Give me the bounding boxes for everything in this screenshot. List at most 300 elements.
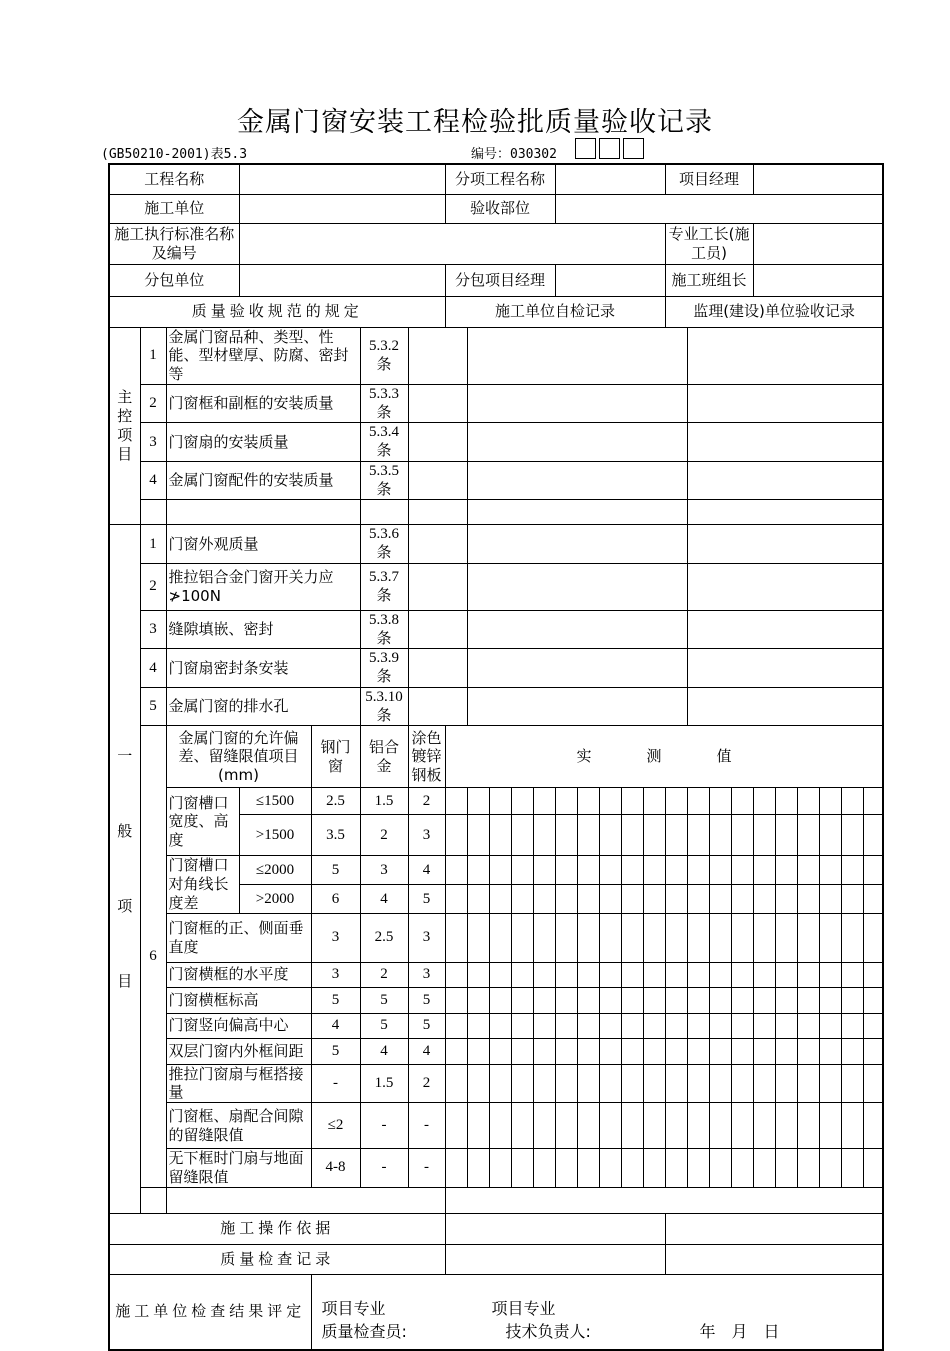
measured-value-cell[interactable]: [797, 815, 819, 856]
measured-value-cell[interactable]: [621, 1149, 643, 1188]
measured-value-cell[interactable]: [621, 987, 643, 1013]
measured-value-cell[interactable]: [863, 1038, 883, 1064]
self-check-cell[interactable]: [467, 525, 687, 564]
measured-value-cell[interactable]: [841, 987, 863, 1013]
measured-value-cell[interactable]: [511, 788, 533, 815]
input-sub-project-name[interactable]: [555, 164, 665, 194]
measured-value-cell[interactable]: [797, 885, 819, 913]
measured-value-cell[interactable]: [533, 987, 555, 1013]
measured-value-cell[interactable]: [489, 1038, 511, 1064]
measured-value-cell[interactable]: [445, 885, 467, 913]
measured-value-cell[interactable]: [731, 1149, 753, 1188]
measured-value-cell[interactable]: [533, 815, 555, 856]
supervision-cell[interactable]: [687, 423, 883, 462]
measured-value-cell[interactable]: [577, 885, 599, 913]
measured-value-cell[interactable]: [863, 962, 883, 987]
measured-value-cell[interactable]: [599, 1103, 621, 1149]
measured-value-cell[interactable]: [489, 987, 511, 1013]
measured-value-cell[interactable]: [753, 856, 775, 885]
measured-value-cell[interactable]: [819, 856, 841, 885]
measured-value-cell[interactable]: [445, 1038, 467, 1064]
measured-value-cell[interactable]: [621, 962, 643, 987]
measured-value-cell[interactable]: [731, 885, 753, 913]
measured-value-cell[interactable]: [621, 913, 643, 962]
measured-value-cell[interactable]: [841, 815, 863, 856]
measured-value-cell[interactable]: [467, 1149, 489, 1188]
measured-value-cell[interactable]: [467, 987, 489, 1013]
measured-value-cell[interactable]: [687, 885, 709, 913]
measured-value-cell[interactable]: [445, 962, 467, 987]
measured-value-cell[interactable]: [621, 1038, 643, 1064]
input-exec-standard[interactable]: [239, 223, 665, 264]
measured-value-cell[interactable]: [841, 913, 863, 962]
value-coated: 3: [408, 962, 445, 987]
measured-value-cell[interactable]: [467, 885, 489, 913]
measured-value-cell[interactable]: [775, 1103, 797, 1149]
supervision-cell[interactable]: [687, 649, 883, 688]
value-steel: 5: [311, 856, 360, 885]
spacer-cell: [408, 384, 467, 423]
measured-value-cell[interactable]: [687, 1038, 709, 1064]
measured-value-cell[interactable]: [775, 856, 797, 885]
measured-value-cell[interactable]: [819, 962, 841, 987]
measured-value-cell[interactable]: [577, 962, 599, 987]
measured-value-cell[interactable]: [775, 1064, 797, 1103]
measured-value-cell[interactable]: [599, 788, 621, 815]
measured-value-cell[interactable]: [775, 1149, 797, 1188]
measured-value-cell[interactable]: [489, 962, 511, 987]
measured-value-cell[interactable]: [863, 1064, 883, 1103]
measured-value-cell[interactable]: [775, 885, 797, 913]
measured-value-cell[interactable]: [841, 962, 863, 987]
measured-value-cell[interactable]: [489, 1064, 511, 1103]
measured-value-cell[interactable]: [819, 987, 841, 1013]
measured-value-cell[interactable]: [511, 987, 533, 1013]
measured-value-cell[interactable]: [863, 1149, 883, 1188]
measured-value-cell[interactable]: [709, 1013, 731, 1038]
measured-value-cell[interactable]: [621, 1103, 643, 1149]
measured-value-cell[interactable]: [665, 1149, 687, 1188]
measured-value-cell[interactable]: [599, 913, 621, 962]
measured-value-cell[interactable]: [665, 962, 687, 987]
measured-value-cell[interactable]: [819, 913, 841, 962]
measured-value-cell[interactable]: [643, 788, 665, 815]
measured-value-cell[interactable]: [687, 913, 709, 962]
measured-value-cell[interactable]: [687, 1064, 709, 1103]
measured-value-cell[interactable]: [533, 1103, 555, 1149]
measured-value-cell[interactable]: [731, 913, 753, 962]
measured-value-cell[interactable]: [797, 913, 819, 962]
supervision-cell[interactable]: [687, 384, 883, 423]
measured-value-cell[interactable]: [599, 856, 621, 885]
input-team-leader[interactable]: [753, 264, 883, 296]
measured-value-cell[interactable]: [863, 987, 883, 1013]
measured-value-cell[interactable]: [533, 788, 555, 815]
measured-value-cell[interactable]: [819, 885, 841, 913]
measured-value-cell[interactable]: [489, 1149, 511, 1188]
measured-value-cell[interactable]: [511, 1038, 533, 1064]
measured-value-cell[interactable]: [467, 815, 489, 856]
measured-value-cell[interactable]: [819, 1064, 841, 1103]
measured-value-cell[interactable]: [863, 815, 883, 856]
measured-value-cell[interactable]: [577, 1013, 599, 1038]
measured-value-cell[interactable]: [511, 815, 533, 856]
measured-value-cell[interactable]: [753, 1103, 775, 1149]
measured-value-cell[interactable]: [731, 856, 753, 885]
measured-value-cell[interactable]: [577, 788, 599, 815]
self-check-cell[interactable]: [467, 610, 687, 649]
measured-value-cell[interactable]: [599, 815, 621, 856]
measured-value-cell[interactable]: [775, 913, 797, 962]
self-check-cell[interactable]: [467, 687, 687, 726]
label-acceptance-part: 验收部位: [445, 194, 555, 223]
measured-value-cell[interactable]: [841, 856, 863, 885]
value-coated: -: [408, 1103, 445, 1149]
measured-value-cell[interactable]: [665, 1103, 687, 1149]
measured-value-cell[interactable]: [687, 1013, 709, 1038]
measured-value-cell[interactable]: [643, 815, 665, 856]
measured-value-cell[interactable]: [643, 1038, 665, 1064]
value-steel: 3: [311, 913, 360, 962]
measured-value-cell[interactable]: [797, 856, 819, 885]
measured-value-cell[interactable]: [445, 1064, 467, 1103]
measured-value-cell[interactable]: [687, 815, 709, 856]
measured-value-cell[interactable]: [797, 1103, 819, 1149]
record-supervision[interactable]: [665, 1244, 883, 1274]
measured-value-cell[interactable]: [841, 1013, 863, 1038]
measured-value-cell[interactable]: [643, 885, 665, 913]
input-construction-unit[interactable]: [239, 194, 445, 223]
measured-value-cell[interactable]: [467, 788, 489, 815]
measured-value-cell[interactable]: [643, 913, 665, 962]
measured-value-cell[interactable]: [819, 788, 841, 815]
self-check-cell[interactable]: [467, 500, 687, 525]
measured-value-cell[interactable]: [489, 1013, 511, 1038]
measured-value-cell[interactable]: [753, 1064, 775, 1103]
measured-value-cell[interactable]: [511, 962, 533, 987]
measured-value-cell[interactable]: [445, 1103, 467, 1149]
measured-value-cell[interactable]: [687, 856, 709, 885]
measured-value-cell[interactable]: [445, 815, 467, 856]
measured-value-cell[interactable]: [819, 1038, 841, 1064]
measured-value-cell[interactable]: [467, 856, 489, 885]
measured-value-cell[interactable]: [709, 1149, 731, 1188]
measured-value-cell[interactable]: [687, 987, 709, 1013]
measured-value-cell[interactable]: [643, 1103, 665, 1149]
measured-value-cell[interactable]: [819, 815, 841, 856]
measured-value-cell[interactable]: [467, 1038, 489, 1064]
value-alu: 2.5: [360, 913, 408, 962]
measured-value-cell[interactable]: [643, 1013, 665, 1038]
measured-value-cell[interactable]: [533, 856, 555, 885]
measured-value-cell[interactable]: [709, 913, 731, 962]
measured-value-cell[interactable]: [445, 856, 467, 885]
measured-value-cell[interactable]: [841, 1103, 863, 1149]
measured-value-cell[interactable]: [555, 885, 577, 913]
measured-value-cell[interactable]: [467, 913, 489, 962]
measured-value-cell[interactable]: [731, 815, 753, 856]
self-check-cell[interactable]: [467, 461, 687, 500]
measured-value-cell[interactable]: [643, 1149, 665, 1188]
measured-value-cell[interactable]: [511, 856, 533, 885]
item-text: 金属门窗配件的安装质量: [166, 461, 360, 500]
measured-value-cell[interactable]: [577, 1149, 599, 1188]
date-label: 年 月 日: [699, 1321, 780, 1341]
measured-value-cell[interactable]: [599, 962, 621, 987]
measured-value-cell[interactable]: [687, 1149, 709, 1188]
measured-value-cell[interactable]: [863, 856, 883, 885]
measured-value-cell[interactable]: [797, 987, 819, 1013]
measured-value-cell[interactable]: [709, 1038, 731, 1064]
measured-value-cell[interactable]: [731, 962, 753, 987]
measured-value-cell[interactable]: [863, 1103, 883, 1149]
measured-value-cell[interactable]: [489, 885, 511, 913]
measured-value-cell[interactable]: [445, 1187, 883, 1213]
measured-value-cell[interactable]: [555, 987, 577, 1013]
measured-value-cell[interactable]: [467, 962, 489, 987]
measured-value-cell[interactable]: [511, 1103, 533, 1149]
measured-value-cell[interactable]: [599, 1038, 621, 1064]
measured-value-cell[interactable]: [533, 1038, 555, 1064]
measured-value-cell[interactable]: [621, 1013, 643, 1038]
measured-value-cell[interactable]: [555, 1038, 577, 1064]
measured-value-cell[interactable]: [511, 913, 533, 962]
measured-value-cell[interactable]: [577, 987, 599, 1013]
measured-value-cell[interactable]: [467, 1103, 489, 1149]
measured-value-cell[interactable]: [555, 788, 577, 815]
supervision-cell[interactable]: [687, 525, 883, 564]
self-check-cell[interactable]: [467, 384, 687, 423]
measured-value-cell[interactable]: [775, 1013, 797, 1038]
measured-value-cell[interactable]: [533, 885, 555, 913]
measured-value-cell[interactable]: [775, 788, 797, 815]
measured-value-cell[interactable]: [577, 1038, 599, 1064]
measured-value-cell[interactable]: [753, 962, 775, 987]
measured-value-cell[interactable]: [797, 1149, 819, 1188]
measured-value-cell[interactable]: [863, 913, 883, 962]
measured-value-cell[interactable]: [709, 962, 731, 987]
measured-value-cell[interactable]: [687, 962, 709, 987]
measured-value-cell[interactable]: [621, 856, 643, 885]
measured-value-cell[interactable]: [445, 788, 467, 815]
measured-value-cell[interactable]: [511, 1064, 533, 1103]
measured-value-cell[interactable]: [533, 1013, 555, 1038]
measured-value-cell[interactable]: [709, 815, 731, 856]
measured-value-cell[interactable]: [665, 1038, 687, 1064]
measured-value-cell[interactable]: [753, 815, 775, 856]
deviation-condition: >1500: [239, 815, 311, 856]
measured-value-cell[interactable]: [819, 1149, 841, 1188]
item-no: 1: [140, 525, 166, 564]
measured-value-cell[interactable]: [577, 856, 599, 885]
measured-value-cell[interactable]: [489, 815, 511, 856]
measured-value-cell[interactable]: [621, 885, 643, 913]
supervision-cell[interactable]: [687, 500, 883, 525]
measured-value-cell[interactable]: [489, 913, 511, 962]
measured-value-cell[interactable]: [709, 1103, 731, 1149]
measured-value-cell[interactable]: [797, 1038, 819, 1064]
input-project-manager[interactable]: [753, 164, 883, 194]
measured-value-cell[interactable]: [555, 1064, 577, 1103]
self-check-cell[interactable]: [467, 563, 687, 610]
item-clause: 5.3.8条: [360, 610, 408, 649]
measured-value-cell[interactable]: [731, 987, 753, 1013]
measured-value-cell[interactable]: [665, 856, 687, 885]
measured-value-cell[interactable]: [533, 1064, 555, 1103]
measured-value-cell[interactable]: [797, 962, 819, 987]
measured-value-cell[interactable]: [731, 1103, 753, 1149]
measured-value-cell[interactable]: [797, 1064, 819, 1103]
measured-value-cell[interactable]: [863, 885, 883, 913]
measured-value-cell[interactable]: [665, 815, 687, 856]
measured-value-cell[interactable]: [555, 962, 577, 987]
spacer-cell: [408, 563, 467, 610]
supervision-cell[interactable]: [687, 610, 883, 649]
inspection-form-table: [108, 163, 884, 1351]
measured-value-cell[interactable]: [489, 788, 511, 815]
measured-value-cell[interactable]: [533, 1149, 555, 1188]
measured-value-cell[interactable]: [797, 1013, 819, 1038]
measured-value-cell[interactable]: [555, 815, 577, 856]
measured-value-cell[interactable]: [489, 1103, 511, 1149]
measured-value-cell[interactable]: [467, 1013, 489, 1038]
measured-value-cell[interactable]: [841, 1038, 863, 1064]
input-project-name[interactable]: [239, 164, 445, 194]
measured-value-cell[interactable]: [599, 885, 621, 913]
measured-value-cell[interactable]: [819, 1103, 841, 1149]
value-alu: 1.5: [360, 1064, 408, 1103]
measured-value-cell[interactable]: [841, 788, 863, 815]
measured-value-cell[interactable]: [599, 1064, 621, 1103]
measured-value-cell[interactable]: [555, 1103, 577, 1149]
measured-value-cell[interactable]: [555, 1149, 577, 1188]
basis-supervision[interactable]: [665, 1213, 883, 1244]
input-foreman[interactable]: [753, 223, 883, 264]
basis-self-check[interactable]: [445, 1213, 665, 1244]
item-text: [166, 1187, 445, 1213]
measured-value-cell[interactable]: [599, 987, 621, 1013]
measured-value-cell[interactable]: [687, 1103, 709, 1149]
measured-value-cell[interactable]: [753, 885, 775, 913]
measured-value-cell[interactable]: [709, 856, 731, 885]
measured-value-cell[interactable]: [687, 788, 709, 815]
supervision-cell[interactable]: [687, 327, 883, 384]
measured-value-cell[interactable]: [665, 913, 687, 962]
supervision-cell[interactable]: [687, 461, 883, 500]
measured-value-cell[interactable]: [665, 1064, 687, 1103]
measured-value-cell[interactable]: [665, 1013, 687, 1038]
measured-value-cell[interactable]: [863, 788, 883, 815]
measured-value-cell[interactable]: [599, 1013, 621, 1038]
measured-value-cell[interactable]: [665, 987, 687, 1013]
measured-value-cell[interactable]: [643, 962, 665, 987]
serial-box[interactable]: [575, 138, 596, 159]
measured-value-cell[interactable]: [841, 885, 863, 913]
measured-value-cell[interactable]: [643, 1064, 665, 1103]
measured-value-cell[interactable]: [577, 1103, 599, 1149]
measured-value-cell[interactable]: [753, 1038, 775, 1064]
measured-value-cell[interactable]: [577, 1064, 599, 1103]
measured-value-cell[interactable]: [775, 1038, 797, 1064]
measured-value-cell[interactable]: [731, 1064, 753, 1103]
serial-box[interactable]: [599, 138, 620, 159]
value-alu: 4: [360, 885, 408, 913]
value-alu: -: [360, 1103, 408, 1149]
measured-value-cell[interactable]: [555, 1013, 577, 1038]
measured-value-cell[interactable]: [709, 987, 731, 1013]
measured-value-cell[interactable]: [445, 1013, 467, 1038]
measured-value-cell[interactable]: [753, 913, 775, 962]
measured-value-cell[interactable]: [731, 788, 753, 815]
measured-value-cell[interactable]: [511, 1013, 533, 1038]
measured-value-cell[interactable]: [731, 1038, 753, 1064]
record-self-check[interactable]: [445, 1244, 665, 1274]
input-acceptance-part[interactable]: [555, 194, 883, 223]
measured-value-cell[interactable]: [511, 1149, 533, 1188]
self-check-cell[interactable]: [467, 423, 687, 462]
measured-value-cell[interactable]: [445, 987, 467, 1013]
measured-value-cell[interactable]: [753, 987, 775, 1013]
measured-value-cell[interactable]: [841, 1064, 863, 1103]
measured-value-cell[interactable]: [819, 1013, 841, 1038]
measured-value-cell[interactable]: [709, 1064, 731, 1103]
measured-value-cell[interactable]: [577, 815, 599, 856]
input-sub-project-manager[interactable]: [555, 264, 665, 296]
measured-value-cell[interactable]: [731, 1013, 753, 1038]
measured-value-cell[interactable]: [599, 1149, 621, 1188]
supervision-cell[interactable]: [687, 563, 883, 610]
measured-value-cell[interactable]: [489, 856, 511, 885]
input-subcontractor[interactable]: [239, 264, 445, 296]
measured-value-cell[interactable]: [621, 1064, 643, 1103]
measured-value-cell[interactable]: [555, 913, 577, 962]
deviation-condition: ≤2000: [239, 856, 311, 885]
measured-value-cell[interactable]: [841, 1149, 863, 1188]
measured-value-cell[interactable]: [797, 788, 819, 815]
measured-value-cell[interactable]: [665, 885, 687, 913]
general-items-label-char: 一: [117, 747, 133, 766]
measured-value-cell[interactable]: [533, 913, 555, 962]
measured-value-cell[interactable]: [863, 1013, 883, 1038]
measured-value-cell[interactable]: [775, 962, 797, 987]
supervision-cell[interactable]: [687, 687, 883, 726]
measured-value-cell[interactable]: [775, 987, 797, 1013]
measured-value-cell[interactable]: [533, 962, 555, 987]
measured-value-cell[interactable]: [445, 913, 467, 962]
measured-value-cell[interactable]: [753, 788, 775, 815]
measured-value-cell[interactable]: [643, 987, 665, 1013]
measured-value-cell[interactable]: [643, 856, 665, 885]
measured-value-cell[interactable]: [775, 815, 797, 856]
measured-value-cell[interactable]: [621, 815, 643, 856]
measured-value-cell[interactable]: [445, 1149, 467, 1188]
measured-value-cell[interactable]: [577, 913, 599, 962]
measured-value-cell[interactable]: [753, 1013, 775, 1038]
serial-box[interactable]: [623, 138, 644, 159]
self-check-cell[interactable]: [467, 649, 687, 688]
measured-value-cell[interactable]: [665, 788, 687, 815]
measured-value-cell[interactable]: [621, 788, 643, 815]
measured-value-cell[interactable]: [753, 1149, 775, 1188]
serial-boxes[interactable]: [575, 138, 647, 159]
measured-value-cell[interactable]: [467, 1064, 489, 1103]
measured-value-cell[interactable]: [555, 856, 577, 885]
self-check-cell[interactable]: [467, 327, 687, 384]
item-clause: [360, 500, 408, 525]
measured-value-cell[interactable]: [511, 885, 533, 913]
measured-value-cell[interactable]: [709, 788, 731, 815]
measured-value-cell[interactable]: [709, 885, 731, 913]
